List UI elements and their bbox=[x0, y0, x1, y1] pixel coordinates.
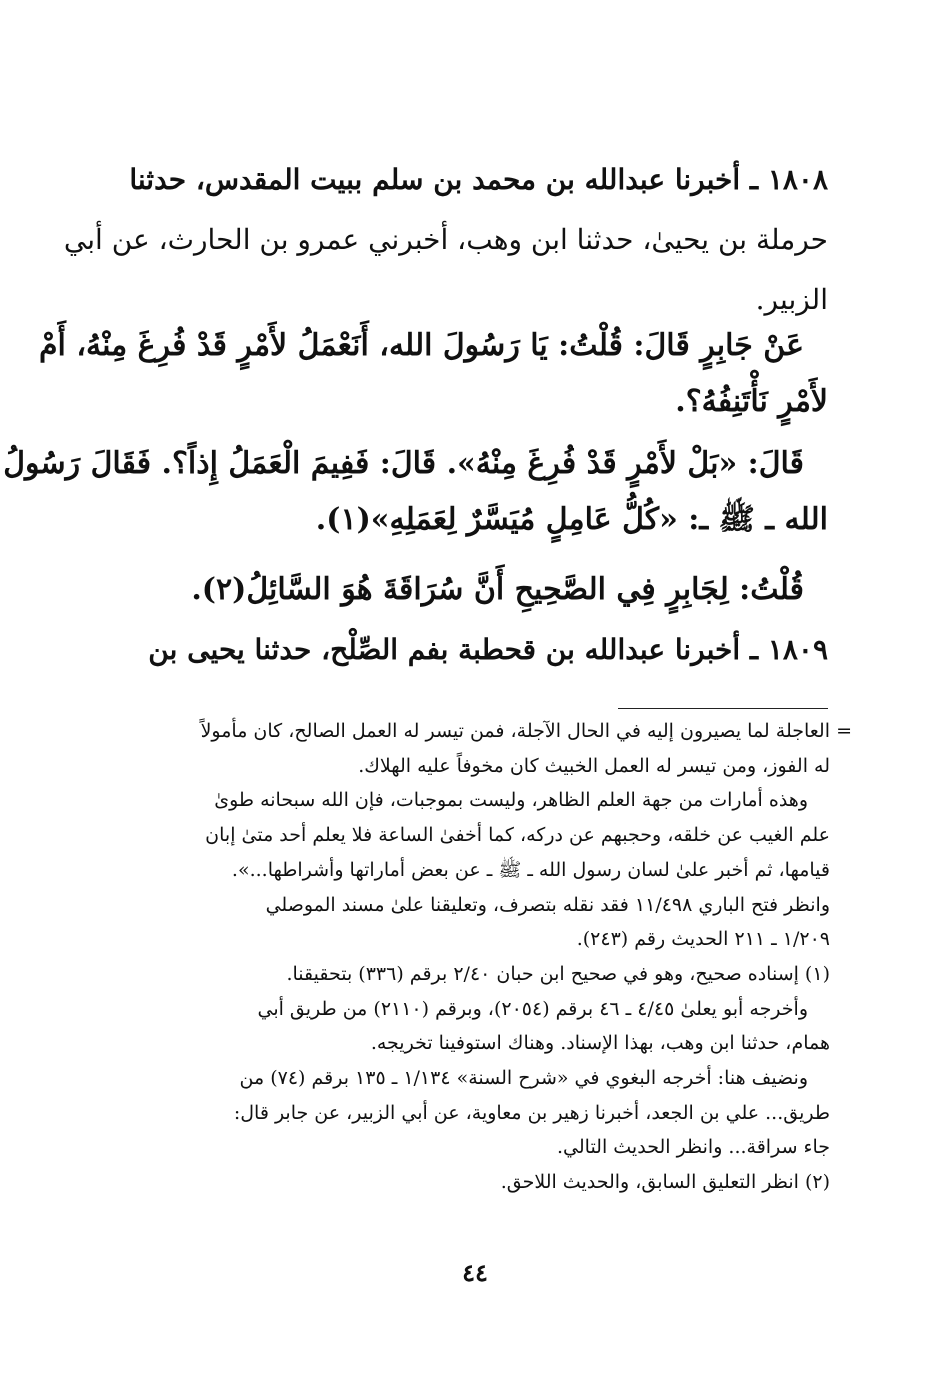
text-line: لأَمْرٍ نَأْتَنِفُهُ؟. bbox=[675, 384, 828, 419]
footnote-2 bbox=[108, 1165, 830, 1200]
matn-paragraph-2 bbox=[3, 436, 828, 548]
footnote-line: (٢) انظر التعليق السابق، والحديث اللاحق. bbox=[500, 1171, 830, 1194]
footnote-line: همام، حدثنا ابن وهب، بهذا الإسناد. وهناك استوفينا تخريجه. bbox=[370, 1032, 830, 1055]
footnote-line: جاء سراقة... وانظر الحديث التالي. bbox=[556, 1136, 830, 1159]
footnote-line: ونضيف هنا: أخرجه البغوي في «شرح السنة» ١/١٣٤ ـ ١٣٥ برقم (٧٤) من bbox=[239, 1067, 808, 1090]
footnote-line: طريق... علي بن الجعد، أخبرنا زهير بن معاوية، عن أبي الزبير، عن جابر قال: bbox=[233, 1101, 830, 1124]
footnote-line: العاجلة لما يصيرون إليه في الحال الآجلة، فمن تيسر له العمل الصالح، كان مأمولاً bbox=[200, 720, 830, 742]
hadith-1809-isnad bbox=[108, 620, 828, 680]
text-line: قَالَ: «بَلْ لأَمْرٍ قَدْ فُرِغَ مِنْهُ». قَالَ: فَفِيمَ الْعَمَلُ إِذاً؟. فَقَالَ رَسُولُ bbox=[3, 446, 804, 481]
text-line: قُلْتُ: لِجَابِرٍ فِي الصَّحِيحِ أَنَّ سُرَاقَةَ هُوَ السَّائِلُ(٢). bbox=[191, 572, 804, 607]
text-line: الزبير. bbox=[755, 283, 828, 316]
footnote-line: وانظر فتح الباري ١١/٤٩٨ فقد نقله بتصرف، وتعليقنا علىٰ مسند الموصلي bbox=[265, 893, 830, 916]
text-line: حرملة بن يحيىٰ، حدثنا ابن وهب، أخبرني عمرو بن الحارث، عن أبي bbox=[63, 223, 828, 256]
footnote-line: ١/٢٠٩ ـ ٢١١ الحديث رقم (٢٤٣). bbox=[576, 928, 830, 951]
footnote-line: (١) إسناده صحيح، وهو في صحيح ابن حبان ٢/٤٠ برقم (٣٣٦) بتحقيقنا. bbox=[286, 962, 830, 985]
footnote-1 bbox=[108, 957, 830, 1165]
footnote-line: له الفوز، ومن تيسر له العمل الخبيث كان مخوفاً عليه الهلاك. bbox=[358, 754, 830, 777]
hadith-1808-isnad bbox=[63, 150, 828, 330]
text-line: ١٨٠٨ ـ أخبرنا عبدالله بن محمد بن سلم ببيت المقدس، حدثنا bbox=[129, 163, 828, 196]
matn-paragraph-3 bbox=[108, 560, 828, 620]
text-line: ١٨٠٩ ـ أخبرنا عبدالله بن قحطبة بفم الصِّلْح، حدثنا يحيى بن bbox=[148, 633, 828, 666]
footnotes bbox=[108, 714, 852, 1200]
text-line: الله ـ ﷺ ـ: «كُلُّ عَامِلٍ مُيَسَّرٌ لِعَمَلِهِ»(١). bbox=[315, 502, 828, 537]
footnote-continuation bbox=[108, 714, 852, 957]
matn-paragraph-1 bbox=[38, 318, 828, 430]
footnote-line: وهذه أمارات من جهة العلم الظاهر، وليست بموجبات، فإن الله سبحانه طوىٰ bbox=[214, 789, 808, 812]
text-line: عَنْ جَابِرٍ قَالَ: قُلْتُ: يَا رَسُولَ الله، أَنَعْمَلُ لأَمْرٍ قَدْ فُرِغَ مِنْهُ، أَمْ bbox=[38, 328, 804, 363]
footnote-separator bbox=[618, 708, 828, 709]
page-number: ٤٤ bbox=[462, 1258, 488, 1287]
footnote-line: علم الغيب عن خلقه، وحجبهم عن دركه، كما أخفىٰ الساعة فلا يعلم أحد متىٰ إبان bbox=[205, 824, 830, 847]
footnote-line: وأخرجه أبو يعلىٰ ٤/٤٥ ـ ٤٦ برقم (٢٠٥٤)، وبرقم (٢١١٠) من طريق أبي bbox=[257, 997, 808, 1020]
footnote-line: قيامها، ثم أخبر علىٰ لسان رسول الله ـ ﷺ ـ عن بعض أماراتها وأشراطها...». bbox=[231, 858, 830, 881]
continuation-mark: = bbox=[836, 720, 852, 742]
